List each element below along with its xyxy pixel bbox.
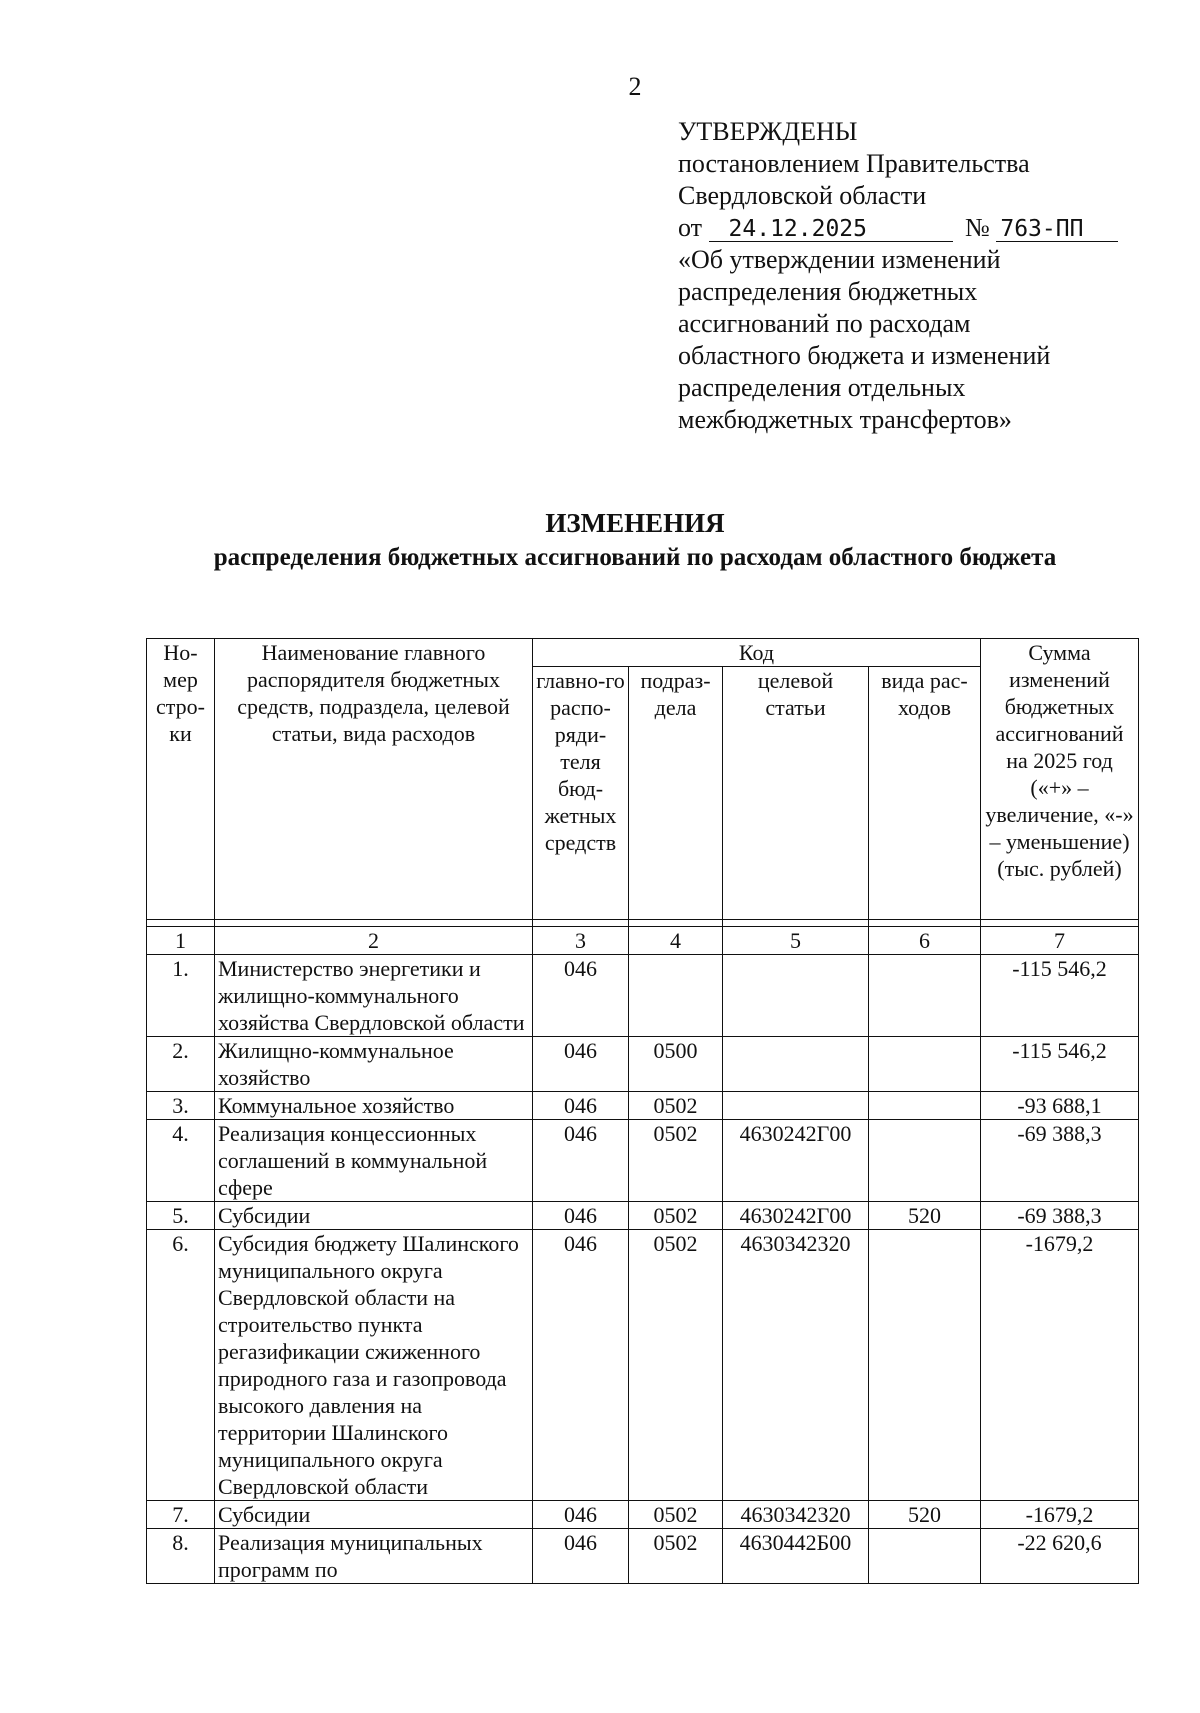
row-number: 5. [147,1202,215,1230]
approval-title-line: межбюджетных трансфертов» [678,405,1012,434]
row-code-main: 046 [533,1501,629,1529]
row-code-subsection: 0502 [629,1501,723,1529]
approval-date-number [678,212,1118,244]
row-code-subsection: 0500 [629,1037,723,1092]
column-number: 4 [629,927,723,955]
header-code: Код [533,639,981,667]
column-number: 5 [723,927,869,955]
row-name: Субсидии [215,1202,533,1230]
table-row [147,955,1139,1037]
row-name: Министерство энергетики и жилищно-коммунального хозяйства Свердловской области [215,955,533,1037]
row-number: 7. [147,1501,215,1529]
row-code-target [723,955,869,1037]
number-prefix: № [965,213,990,242]
table-row [147,1501,1139,1529]
approval-line-1: постановлением Правительства [678,149,1030,178]
column-number: 3 [533,927,629,955]
row-code-main: 046 [533,1037,629,1092]
approval-title-line: распределения бюджетных [678,277,978,306]
row-amount: -115 546,2 [981,1037,1139,1092]
row-name: Реализация муниципальных программ по [215,1529,533,1584]
row-code-target: 4630442Б00 [723,1529,869,1584]
column-number: 1 [147,927,215,955]
row-amount: -93 688,1 [981,1092,1139,1120]
row-code-target: 4630342320 [723,1501,869,1529]
row-code-subsection: 0502 [629,1120,723,1202]
row-code-expense [869,955,981,1037]
row-code-expense [869,1120,981,1202]
row-amount: -115 546,2 [981,955,1139,1037]
header-code-target: целевой статьи [723,667,869,920]
budget-changes-table [146,638,1139,1584]
row-code-subsection: 0502 [629,1202,723,1230]
row-name: Субсидия бюджету Шалинского муниципального округа Свердловской области на строительство пункта регазификации сжиженного природного газа и газопровода высокого давления на территории Шалинского муниципального округа Свердловской области [215,1230,533,1501]
table-row [147,1120,1139,1202]
column-number: 6 [869,927,981,955]
header-code-expense: вида рас-ходов [869,667,981,920]
row-code-target: 4630242Г00 [723,1120,869,1202]
row-name: Коммунальное хозяйство [215,1092,533,1120]
row-number: 8. [147,1529,215,1584]
row-code-target: 4630242Г00 [723,1202,869,1230]
row-code-expense [869,1230,981,1501]
row-code-main: 046 [533,1092,629,1120]
table-row [147,1230,1139,1501]
approval-line-2: Свердловской области [678,181,927,210]
row-number: 6. [147,1230,215,1501]
row-amount: -1679,2 [981,1230,1139,1501]
row-number: 4. [147,1120,215,1202]
date-prefix: от [678,213,703,242]
row-code-expense [869,1037,981,1092]
approval-title-line: «Об утверждении изменений [678,245,1001,274]
row-amount: -69 388,3 [981,1202,1139,1230]
row-number: 1. [147,955,215,1037]
document-title: ИЗМЕНЕНИЯ [545,508,725,538]
row-code-target [723,1037,869,1092]
row-code-subsection [629,955,723,1037]
header-name: Наименование главного распорядителя бюджетных средств, подраздела, целевой статьи, вида расходов [215,639,533,920]
column-number-row [147,927,1139,955]
row-code-target: 4630342320 [723,1230,869,1501]
approval-block [678,116,1118,436]
row-code-target [723,1092,869,1120]
row-code-main: 046 [533,1529,629,1584]
column-number: 7 [981,927,1139,955]
approval-title-line: областного бюджета и изменений [678,341,1051,370]
table-row [147,1037,1139,1092]
row-code-main: 046 [533,1202,629,1230]
page-number: 2 [628,72,642,101]
row-code-main: 046 [533,1120,629,1202]
table-row [147,1529,1139,1584]
document-subtitle: распределения бюджетных ассигнований по расходам областного бюджета [213,544,1057,571]
row-code-subsection: 0502 [629,1092,723,1120]
header-amount: Сумма изменений бюджетных ассигнований на 2025 год («+» – увеличение, «-» – уменьшение) (тыс. рублей) [981,639,1139,920]
approval-title-line: распределения отдельных [678,373,966,402]
row-code-main: 046 [533,1230,629,1501]
header-code-main: главно-го распо-ряди-теля бюд-жетных средств [533,667,629,920]
row-name: Реализация концессионных соглашений в коммунальной сфере [215,1120,533,1202]
row-code-main: 046 [533,955,629,1037]
approval-date: 24.12.2025 [709,217,953,242]
row-name: Субсидии [215,1501,533,1529]
table-row [147,1092,1139,1120]
row-code-subsection: 0502 [629,1529,723,1584]
row-code-expense: 520 [869,1501,981,1529]
row-code-expense [869,1092,981,1120]
row-amount: -69 388,3 [981,1120,1139,1202]
row-code-expense [869,1529,981,1584]
row-number: 3. [147,1092,215,1120]
row-amount: -22 620,6 [981,1529,1139,1584]
header-code-subsection: подраз-дела [629,667,723,920]
row-number: 2. [147,1037,215,1092]
table-row [147,1202,1139,1230]
row-amount: -1679,2 [981,1501,1139,1529]
approval-title-line: ассигнований по расходам [678,309,971,338]
row-code-expense: 520 [869,1202,981,1230]
column-number: 2 [215,927,533,955]
row-name: Жилищно-коммунальное хозяйство [215,1037,533,1092]
approval-heading: УТВЕРЖДЕНЫ [678,117,858,146]
approval-number: 763-ПП [996,217,1118,242]
table-header-row [147,639,1139,667]
header-row-number: Но-мер стро-ки [147,639,215,920]
row-code-subsection: 0502 [629,1230,723,1501]
table-gap [147,920,1139,927]
